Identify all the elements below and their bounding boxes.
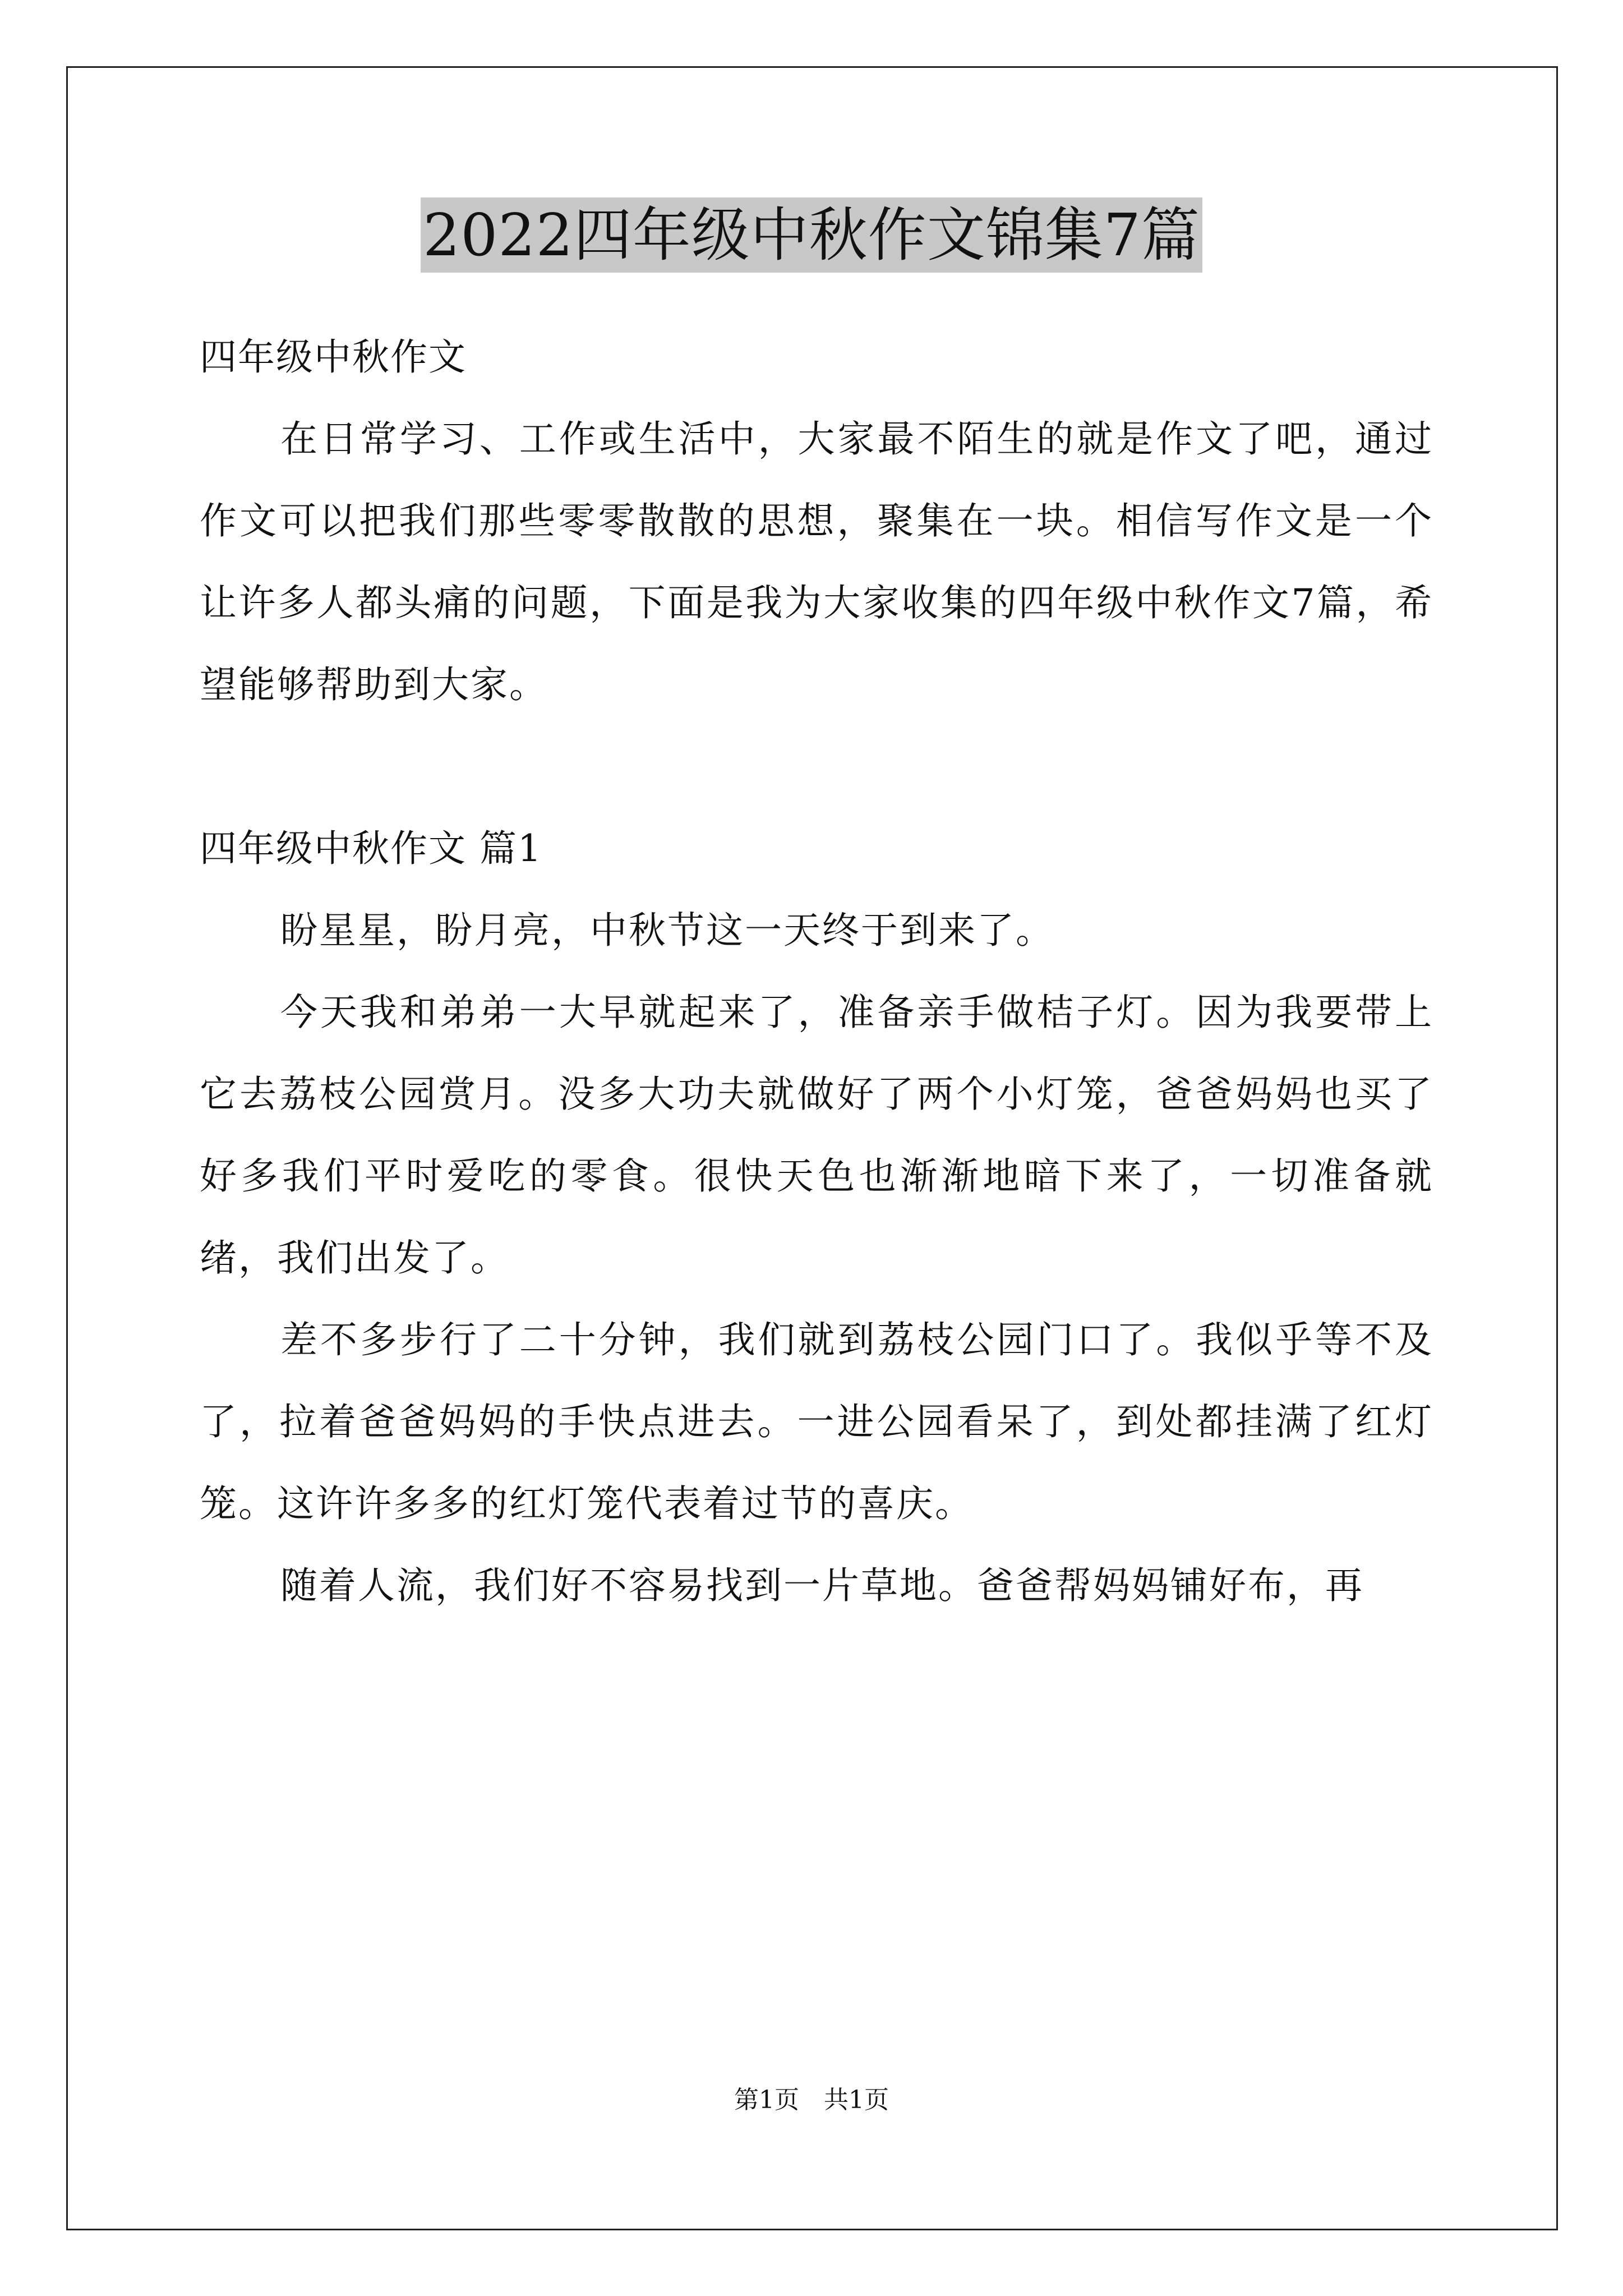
title-wrap	[0, 197, 1623, 273]
document-title: 2022四年级中秋作文锦集7篇	[421, 197, 1202, 273]
body-paragraph: 差不多步行了二十分钟，我们就到荔枝公园门口了。我似乎等不及了，拉着爸爸妈妈的手快点进去。一进公园看呆了，到处都挂满了红灯笼。这许许多多的红灯笼代表着过节的喜庆。	[200, 1318, 1433, 1525]
intro-paragraph: 在日常学习、工作或生活中，大家最不陌生的就是作文了吧，通过作文可以把我们那些零零散散的思想，聚集在一块。相信写作文是一个让许多人都头痛的问题，下面是我为大家收集的四年级中秋作文7篇，希望能够帮助到大家。	[200, 417, 1433, 706]
document-body	[200, 316, 1433, 1627]
body-paragraph: 盼星星，盼月亮，中秋节这一天终于到来了。	[280, 909, 1054, 952]
section-spacer	[200, 726, 1433, 808]
body-paragraph: 随着人流，我们好不容易找到一片草地。爸爸帮妈妈铺好布，再	[280, 1564, 1364, 1607]
page-footer: 第1页 共1页	[734, 2086, 889, 2114]
body-paragraph: 今天我和弟弟一大早就起来了，准备亲手做桔子灯。因为我要带上它去荔枝公园赏月。没多大功夫就做好了两个小灯笼，爸爸妈妈也买了好多我们平时爱吃的零食。很快天色也渐渐地暗下来了，一切准备就绪，我们出发了。	[200, 991, 1433, 1280]
intro-heading: 四年级中秋作文	[200, 335, 467, 379]
section-heading: 四年级中秋作文 篇1	[200, 827, 542, 870]
